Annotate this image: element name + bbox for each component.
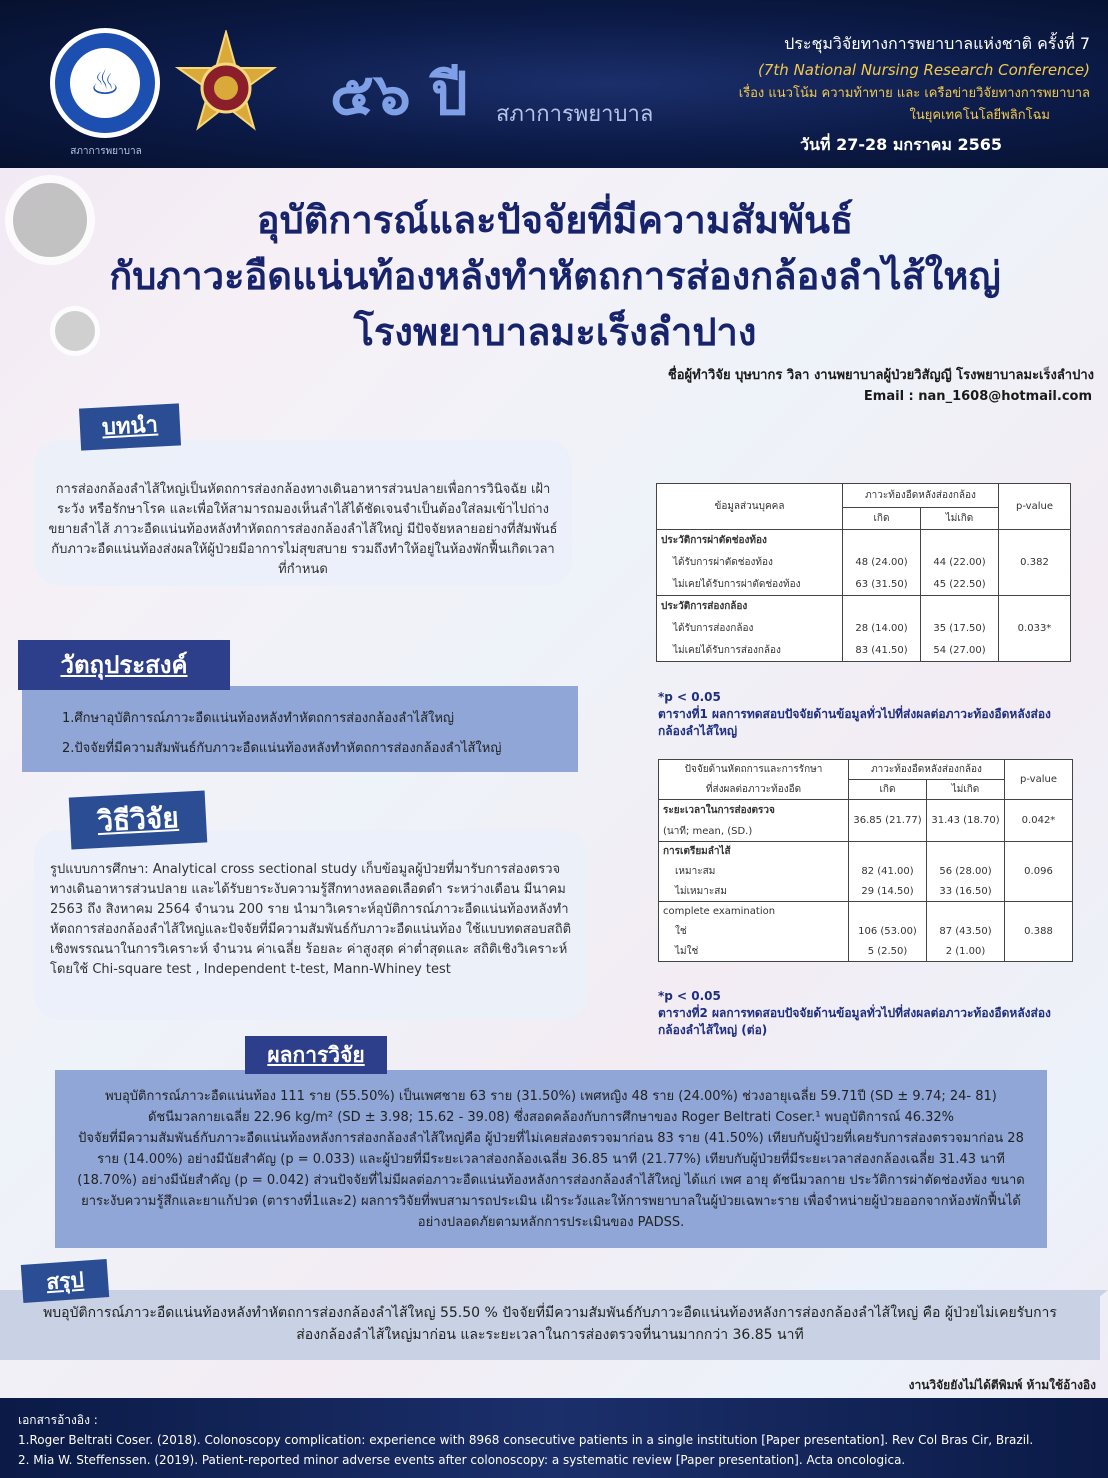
anniversary-text: ๕๖ ปี: [330, 60, 468, 126]
table-2-cell: 33 (16.50): [927, 882, 1005, 902]
table-2-section-1: [659, 800, 849, 842]
objective-item: 1.ศึกษาอุบัติการณ์ภาวะอืดแน่นท้องหลังทำหัตถการส่องกล้องลำไส้ใหญ่: [62, 711, 454, 726]
conference-date: วันที่ 27-28 มกราคม 2565: [800, 135, 1002, 154]
table-1: [656, 483, 1071, 662]
table-2-header-info-1: ปัจจัยด้านหัตถการและการรักษา: [659, 760, 849, 780]
title-line-2: กับภาวะอืดแน่นท้องหลังทำหัตถการส่องกล้องลำไส้ใหญ่: [109, 254, 1001, 298]
author-info: ชื่อผู้ทำวิจัย บุษบากร วิลา งานพยาบาลผู้ป่วยวิสัญญี โรงพยาบาลมะเร็งลำปาง: [667, 368, 1094, 383]
intro-text: การส่องกล้องลำไส้ใหญ่เป็นหัตถการส่องกล้องทางเดินอาหารส่วนปลายเพื่อการวินิจฉัย เฝ้าระวัง หรือรักษาโรค และเพื่อให้สามารถมองเห็นลำไส้ได้ชัดเจนจำเป็นต้องใส่ลมเข้าไปถ่างขยายลำไส้ ภาวะอืดแน่นท้องหลังทำหัตถการส่องกล้องลำไส้ใหญ่ มีปัจจัยหลายอย่างที่สัมพันธ์กับภาวะอืดแน่นท้องส่งผลให้ผู้ป่วยมีอาการไม่สุขสบาย รวมถึงทำให้อยู่ในห้องพักฟื้นเกิดเวลาที่กำหนด: [48, 482, 558, 577]
reference-item: 1.Roger Beltrati Coser. (2018). Colonoscopy complication: experience with 8968 consecutive patients in a single institution [Paper presentation]. Rev Col Bras Cir, Brazil.: [18, 1433, 1034, 1447]
table-2-header-info-2: ที่ส่งผลต่อภาวะท้องอืด: [659, 780, 849, 800]
table-1-header-yes: เกิด: [843, 508, 921, 530]
table-1-header-group: ภาวะท้องอืดหลังส่องกล้อง: [843, 484, 999, 508]
table-1-cell: 45 (22.50): [921, 574, 999, 596]
table-1-row-label: ไม่เคยได้รับการส่องกล้อง: [657, 640, 843, 662]
table-2-p-value: 0.388: [1005, 902, 1073, 962]
table-2-header-yes: เกิด: [849, 780, 927, 800]
table-1-cell: 54 (27.00): [921, 640, 999, 662]
table-1-cell: 63 (31.50): [843, 574, 921, 596]
table-2-p-value: 0.096: [1005, 842, 1073, 902]
table-2-header-group: ภาวะท้องอืดหลังส่องกล้อง: [849, 760, 1005, 780]
methods-box: [34, 830, 588, 1020]
conference-title-en: (7th National Nursing Research Conference): [758, 61, 1090, 79]
summary-text: พบอุบัติการณ์ภาวะอืดแน่นท้องหลังทำหัตถการส่องกล้องลำไส้ใหญ่ 55.50 % ปัจจัยที่มีความสัมพันธ์กับภาวะอืดแน่นท้องหลังการส่องกล้องลำไส้ใหญ่ คือ ผู้ป่วยไม่เคยรับการส่องกล้องลำไส้ใหญ่มาก่อน และระยะเวลาในการส่องตรวจที่นานมากกว่า 36.85 นาที: [43, 1305, 1057, 1343]
reference-item: 2. Mia W. Steffenssen. (2019). Patient-reported minor adverse events after colonoscopy: a systematic review [Paper presentation]. Acta oncologica.: [18, 1453, 906, 1467]
methods-heading: วิธีวิจัย: [69, 790, 208, 849]
title-line-3: โรงพยาบาลมะเร็งลำปาง: [353, 310, 757, 354]
table-2-p-value: 0.042*: [1005, 800, 1073, 842]
results-box: [55, 1070, 1047, 1248]
table-1-section-label: ประวัติการผ่าตัดช่องท้อง: [657, 530, 843, 552]
table-1-cell: 28 (14.00): [843, 618, 921, 640]
table-2-row-label: ไม่เหมาะสม: [659, 882, 849, 902]
intro-heading: บทนำ: [79, 403, 181, 450]
references-heading: เอกสารอ้างอิง :: [18, 1413, 98, 1427]
table-1-p-value: 0.382: [999, 530, 1071, 596]
table-2-row-label: เหมาะสม: [659, 862, 849, 882]
summary-heading: สรุป: [21, 1259, 109, 1303]
table-2-cell: 2 (1.00): [927, 942, 1005, 962]
poster-title: [30, 192, 1080, 360]
not-published-notice: งานวิจัยยังไม่ได้ตีพิมพ์ ห้ามใช้อ้างอิง: [908, 1378, 1096, 1392]
table-2-section-sub: (นาที; mean, (SD.): [663, 825, 753, 837]
methods-text: รูปแบบการศึกษา: Analytical cross sectional study เก็บข้อมูลผู้ป่วยที่มารับการส่องตรวจทางเดินอาหารส่วนปลาย และได้รับยาระงับความรู้สึกทางหลอดเลือดดำ ระหว่างเดือน มีนาคม 2563 ถึง สิงหาคม 2564 จำนวน 200 ราย นำมาวิเคราะห์อุบัติการณ์ภาวะอืดแน่นท้องหลังทำหัตถการส่องกล้องลำไส้ใหญ่และปัจจัยที่มีความสัมพันธ์กับภาวะอืดแน่นท้อง ใช้แบบทดสอบสถิติเชิงพรรณนาในการวิเคราะห์ จำนวน ค่าเฉลี่ย ร้อยละ ค่าสูงสุด ค่าต่ำสุดและ สถิติเชิงวิเคราะห์ โดยใช้ Chi-square test , Independent t-test, Mann-Whiney test: [50, 862, 572, 977]
table-1-header-info: ข้อมูลส่วนบุคคล: [657, 484, 843, 530]
objectives-box: [22, 686, 578, 772]
table-2-header-p: p-value: [1005, 760, 1073, 800]
conference-info: [670, 32, 1090, 158]
anniversary-logo: [330, 56, 480, 126]
table-1-cell: 48 (24.00): [843, 552, 921, 574]
table-2-row-label: ใช่: [659, 922, 849, 942]
conference-title: ประชุมวิจัยทางการพยาบาลแห่งชาติ ครั้งที่ 7: [784, 34, 1090, 53]
nursing-council-text: สภาการพยาบาล: [496, 102, 654, 127]
nursing-council-logo-text: สภาการพยาบาล: [70, 146, 142, 157]
table-1-row-label: ได้รับการส่องกล้อง: [657, 618, 843, 640]
table-1-cell: 83 (41.50): [843, 640, 921, 662]
conference-theme-2: ในยุคเทคโนโลยีพลิกโฉม: [909, 108, 1050, 123]
table-1-cell: 35 (17.50): [921, 618, 999, 640]
table-1-header-no: ไม่เกิด: [921, 508, 999, 530]
objective-item: 2.ปัจจัยที่มีความสัมพันธ์กับภาวะอืดแน่นท้องหลังทำหัตถการส่องกล้องลำไส้ใหญ่: [62, 741, 502, 756]
table-2-section-label: ระยะเวลาในการส่องตรวจ: [663, 804, 775, 816]
references-footer: [0, 1398, 1108, 1478]
table-2-section-label: complete examination: [659, 902, 849, 922]
table-2-caption-text: ตารางที่2 ผลการทดสอบปัจจัยด้านข้อมูลทั่วไปที่ส่งผลต่อภาวะท้องอืดหลังส่องกล้องลำไส้ใหญ่ (ต่อ): [658, 1006, 1051, 1037]
table-2-note: *p < 0.05: [658, 989, 721, 1003]
results-line: ปัจจัยที่มีความสัมพันธ์กับภาวะอืดแน่นท้องหลังการส่องกล้องลำไส้ใหญ่คือ ผู้ป่วยที่ไม่เคยส่องตรวจมาก่อน 83 ราย (41.50%) เทียบกับผู้ป่วยที่เคยรับการส่องตรวจมาก่อน 28 ราย (14.00%) อย่างมีนัยสำคัญ (p = 0.033) และผู้ป่วยที่มีระยะเวลาส่องกล้องเฉลี่ย 36.85 นาที (21.77%) เทียบกับผู้ป่วยที่มีระยะเวลาส่องกล้องเฉลี่ย 31.43 นาที (18.70%) อย่างมีนัยสำคัญ (p = 0.042) ส่วนปัจจัยที่ไม่มีผลต่อภาวะอืดแน่นท้องหลังการส่องกล้องลำไส้ใหญ่ ได้แก่ เพศ อายุ ดัชนีมวลกาย ประวัติการผ่าตัดช่องท้อง ขนาดยาระงับความรู้สึกและยาแก้ปวด (ตารางที่1และ2) ผลการวิจัยที่พบสามารถประเมิน เฝ้าระวังและให้การพยาบาลในผู้ป่วยเฉพาะราย เพื่อจำหน่ายผู้ป่วยออกจากห้องพักฟื้นได้อย่างปลอดภัยตามหลักการประเมินของ PADSS.: [77, 1131, 1025, 1230]
table-2-cell: 56 (28.00): [927, 862, 1005, 882]
table-2-row-label: ไม่ใช่: [659, 942, 849, 962]
table-1-caption: [658, 689, 1068, 740]
results-line: พบอุบัติการณ์ภาวะอืดแน่นท้อง 111 ราย (55.50%) เป็นเพศชาย 63 ราย (31.50%) เพศหญิง 48 ราย (24.00%) ช่วงอายุเฉลี่ย 59.71ปี (SD ± 9.74; 24- 81): [105, 1089, 997, 1104]
table-1-row-label: ได้รับการผ่าตัดช่องท้อง: [657, 552, 843, 574]
table-2-cell: 31.43 (18.70): [927, 800, 1005, 842]
table-2: [658, 759, 1073, 962]
table-2-header-no: ไม่เกิด: [927, 780, 1005, 800]
table-1-row-label: ไม่เคยได้รับการผ่าตัดช่องท้อง: [657, 574, 843, 596]
results-line: ดัชนีมวลกายเฉลี่ย 22.96 kg/m² (SD ± 3.98; 15.62 - 39.08) ซึ่งสอดคล้องกับการศึกษาของ Roger Beltrati Coser.¹ พบอุบัติการณ์ 46.32%: [147, 1110, 955, 1125]
table-1-p-value: 0.033*: [999, 596, 1071, 662]
lamp-icon: ♨: [89, 63, 121, 103]
table-2-cell: 106 (53.00): [849, 922, 927, 942]
intro-box: [34, 440, 572, 586]
author-email: Email : nan_1608@hotmail.com: [863, 389, 1092, 404]
table-1-section-label: ประวัติการส่องกล้อง: [657, 596, 843, 618]
conference-theme: เรื่อง แนวโน้ม ความท้าทาย และ เครือข่ายวิจัยทางการพยาบาล: [738, 86, 1090, 101]
summary-box: [0, 1290, 1100, 1360]
table-2-cell: 82 (41.00): [849, 862, 927, 882]
conference-header: [0, 0, 1108, 168]
objectives-heading: วัตถุประสงค์: [18, 640, 230, 690]
table-2-cell: 87 (43.50): [927, 922, 1005, 942]
table-1-caption-text: ตารางที่1 ผลการทดสอบปัจจัยด้านข้อมูลทั่วไปที่ส่งผลต่อภาวะท้องอืดหลังส่องกล้องลำไส้ใหญ่: [658, 707, 1051, 738]
table-2-cell: 5 (2.50): [849, 942, 927, 962]
emblem-star-icon: [170, 30, 282, 142]
table-1-note: *p < 0.05: [658, 690, 721, 704]
table-2-cell: 29 (14.50): [849, 882, 927, 902]
table-2-caption: [658, 988, 1058, 1039]
page-fold-decoration: [1088, 1290, 1108, 1306]
table-2-cell: 36.85 (21.77): [849, 800, 927, 842]
table-1-header-p: p-value: [999, 484, 1071, 530]
table-1-cell: 44 (22.00): [921, 552, 999, 574]
title-line-1: อุบัติการณ์และปัจจัยที่มีความสัมพันธ์: [256, 198, 854, 242]
results-heading: ผลการวิจัย: [245, 1036, 387, 1074]
table-2-section-label: การเตรียมลำไส้: [659, 842, 849, 862]
nursing-council-logo: [50, 28, 160, 138]
